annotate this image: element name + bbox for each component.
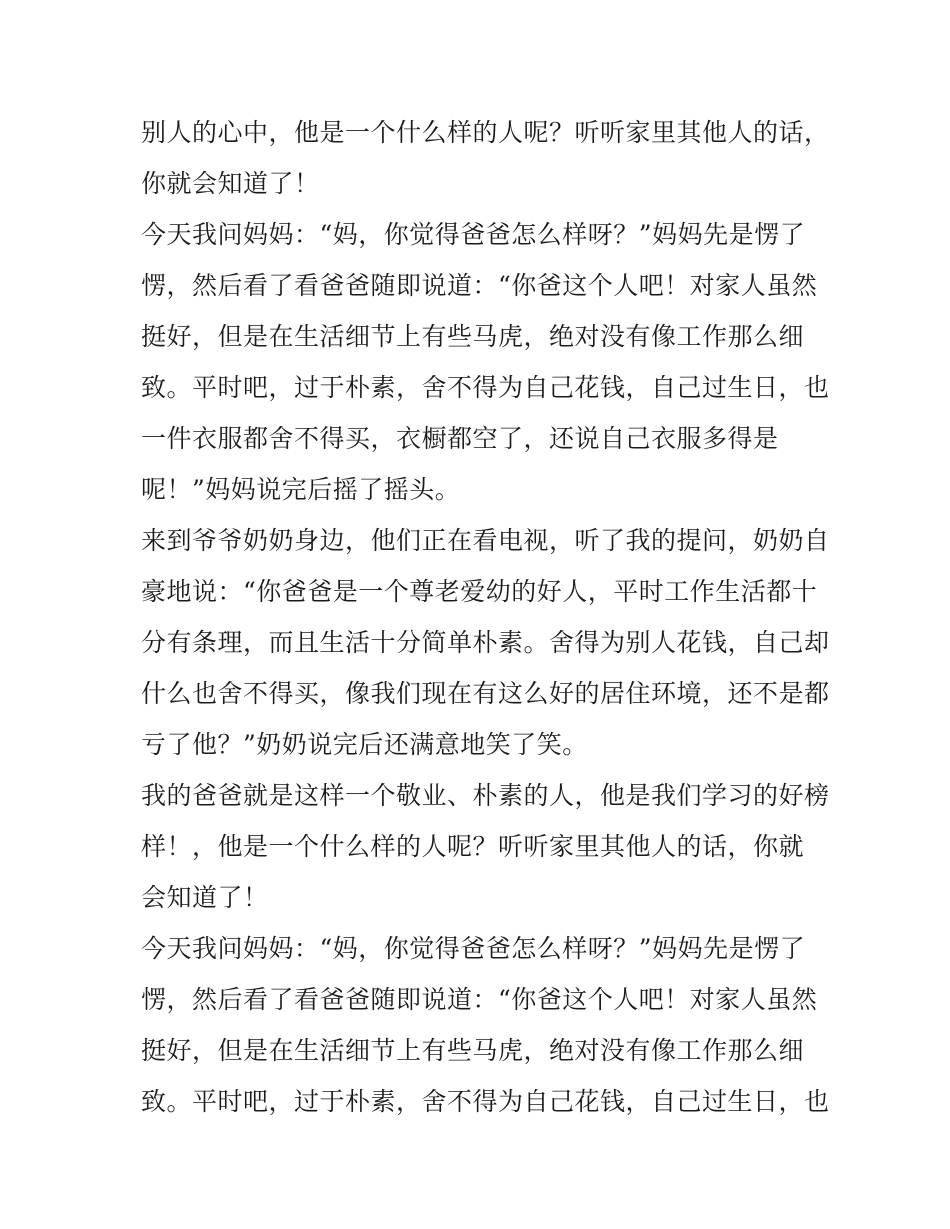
text-line: 亏了他？”奶奶说完后还满意地笑了笑。 xyxy=(141,730,588,759)
body-text xyxy=(141,107,831,1127)
text-line: 什么也舍不得买，像我们现在有这么好的居住环境，还不是都 xyxy=(141,679,830,708)
text-line: 豪地说：“你爸爸是一个尊老爱幼的好人，平时工作生活都十 xyxy=(141,577,818,606)
text-line: 愣，然后看了看爸爸随即说道：“你爸这个人吧！对家人虽然 xyxy=(141,985,818,1014)
text-line: 呢！”妈妈说完后摇了摇头。 xyxy=(141,475,461,504)
text-line: 挺好，但是在生活细节上有些马虎，绝对没有像工作那么细 xyxy=(141,1036,805,1065)
text-line: 会知道了！ xyxy=(141,883,269,912)
text-line: 致。平时吧，过于朴素，舍不得为自己花钱，自己过生日，也 xyxy=(141,1087,830,1116)
text-line: 你就会知道了！ xyxy=(141,169,320,198)
text-line: 今天我问妈妈：“妈，你觉得爸爸怎么样呀？”妈妈先是愣了 xyxy=(141,934,806,963)
text-line: 挺好，但是在生活细节上有些马虎，绝对没有像工作那么细 xyxy=(141,322,805,351)
text-line: 来到爷爷奶奶身边，他们正在看电视，听了我的提问，奶奶自 xyxy=(141,526,830,555)
text-line: 分有条理，而且生活十分简单朴素。舍得为别人花钱，自己却 xyxy=(141,628,830,657)
text-line: 愣，然后看了看爸爸随即说道：“你爸这个人吧！对家人虽然 xyxy=(141,271,818,300)
text-line: 今天我问妈妈：“妈，你觉得爸爸怎么样呀？”妈妈先是愣了 xyxy=(141,220,806,249)
text-line: 我的爸爸就是这样一个敬业、朴素的人，他是我们学习的好榜 xyxy=(141,781,830,810)
text-line: 样！，他是一个什么样的人呢？听听家里其他人的话，你就 xyxy=(141,832,805,861)
text-line: 致。平时吧，过于朴素，舍不得为自己花钱，自己过生日，也 xyxy=(141,373,830,402)
text-line: 一件衣服都舍不得买，衣橱都空了，还说自己衣服多得是 xyxy=(141,424,779,453)
text-line: 别人的心中，他是一个什么样的人呢？听听家里其他人的话， xyxy=(141,118,830,147)
